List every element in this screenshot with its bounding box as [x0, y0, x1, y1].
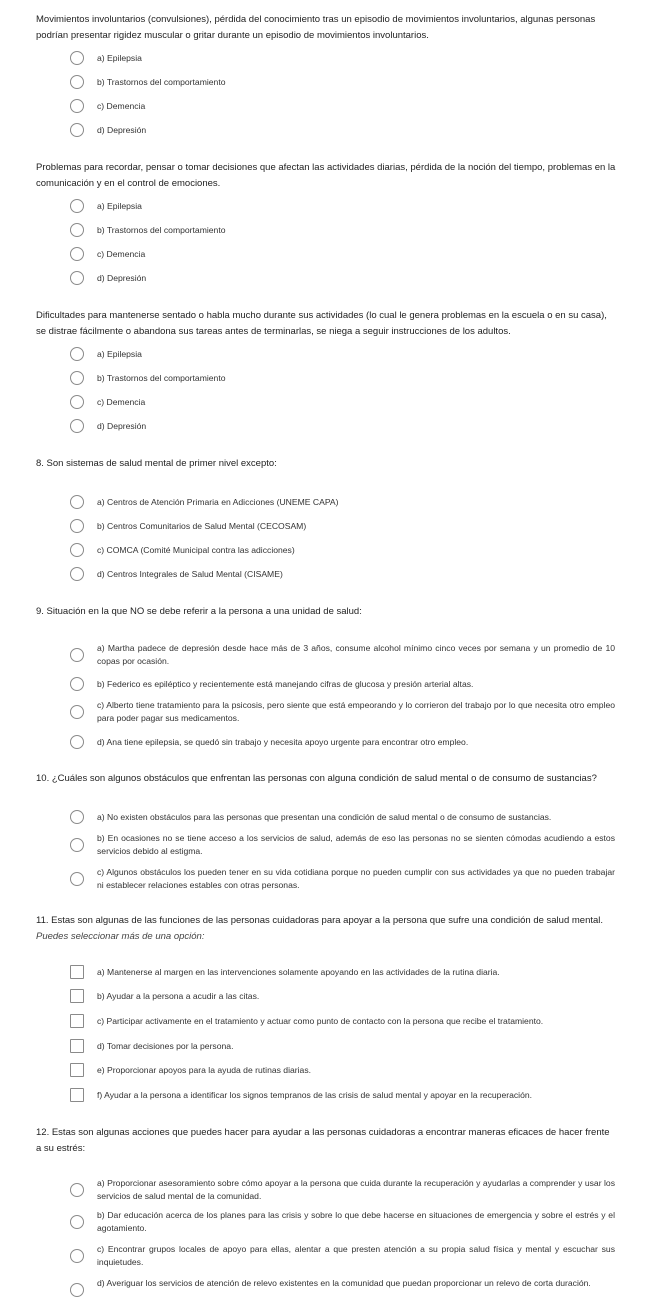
radio-button[interactable]	[70, 347, 84, 361]
question-text: Movimientos involuntarios (convulsiones), pérdida del conocimiento tras un episodio de movimientos involuntarios, algunas personas podrían presentar rigidez muscular o gritar durante un episodio de movimientos involuntarios.	[36, 14, 596, 41]
option-a[interactable]	[70, 965, 615, 979]
option-a[interactable]	[70, 1177, 615, 1203]
question-3	[36, 308, 616, 340]
radio-button[interactable]	[70, 648, 84, 662]
question-12	[36, 1125, 616, 1157]
option-b[interactable]	[70, 75, 615, 89]
radio-button[interactable]	[70, 735, 84, 749]
option-c[interactable]	[70, 395, 615, 409]
option-label: a) Proporcionar asesoramiento sobre cómo apoyar a la persona que cuida durante la recuperación y ayudarlas a comprender y usar los servicios de salud mental de la comunidad.	[97, 1178, 615, 1201]
option-c[interactable]	[70, 1014, 615, 1028]
option-c[interactable]	[70, 99, 615, 113]
question-8	[36, 456, 616, 472]
option-b[interactable]	[70, 989, 615, 1003]
option-label: b) Trastornos del comportamiento	[97, 76, 226, 87]
radio-button[interactable]	[70, 567, 84, 581]
question-9	[36, 604, 616, 620]
option-label: c) Demencia	[97, 100, 146, 111]
option-b[interactable]	[70, 371, 615, 385]
option-c[interactable]	[70, 247, 615, 261]
question-text: 10. ¿Cuáles son algunos obstáculos que enfrentan las personas con alguna condición de salud mental o de consumo de sustancias?	[36, 773, 597, 784]
option-label: c) Participar activamente en el tratamiento y actuar como punto de contacto con la persona que recibe el tratamiento.	[97, 1015, 544, 1026]
radio-button[interactable]	[70, 543, 84, 557]
radio-button[interactable]	[70, 1249, 84, 1263]
radio-button[interactable]	[70, 872, 84, 886]
question-10	[36, 771, 616, 787]
question-2	[36, 160, 616, 192]
checkbox[interactable]	[70, 1039, 84, 1053]
radio-button[interactable]	[70, 1283, 84, 1297]
radio-button[interactable]	[70, 395, 84, 409]
option-a[interactable]	[70, 51, 615, 65]
question-text: 11. Estas son algunas de las funciones de las personas cuidadoras para apoyar a la persona que sufre una condición de salud mental.	[36, 915, 604, 926]
option-label: a) Martha padece de depresión desde hace más de 3 años, consume alcohol mínimo cinco veces por semana y un promedio de 10 copas por ocasión.	[97, 643, 615, 666]
radio-button[interactable]	[70, 1215, 84, 1229]
option-label: b) En ocasiones no se tiene acceso a los servicios de salud, además de eso las personas no se sienten cómodas acudiendo a estos servicios debido al estigma.	[97, 833, 615, 856]
option-a[interactable]	[70, 495, 615, 509]
option-d[interactable]	[70, 271, 615, 285]
option-c[interactable]	[70, 1243, 615, 1269]
radio-button[interactable]	[70, 199, 84, 213]
radio-button[interactable]	[70, 223, 84, 237]
option-label: d) Averiguar los servicios de atención de relevo existentes en la comunidad que puedan proporcionar un relevo de corta duración.	[97, 1278, 591, 1288]
option-c[interactable]	[70, 866, 615, 892]
option-label: c) Algunos obstáculos los pueden tener en su vida cotidiana porque no pueden cumplir con sus actividades ya que no pueden trabajar ni establecer relaciones estables con otras personas.	[97, 867, 615, 890]
radio-button[interactable]	[70, 271, 84, 285]
radio-button[interactable]	[70, 123, 84, 137]
checkbox[interactable]	[70, 1088, 84, 1102]
option-label: a) Epilepsia	[97, 52, 142, 63]
option-label: b) Ayudar a la persona a acudir a las citas.	[97, 990, 260, 1001]
option-label: a) Mantenerse al margen en las intervenciones solamente apoyando en las actividades de la rutina diaria.	[97, 966, 500, 977]
option-a[interactable]	[70, 199, 615, 213]
option-c[interactable]	[70, 699, 615, 725]
option-label: c) Demencia	[97, 396, 146, 407]
option-a[interactable]	[70, 347, 615, 361]
option-d[interactable]	[70, 419, 615, 433]
option-label: b) Federico es epiléptico y recientemente está manejando cifras de glucosa y presión arterial altas.	[97, 678, 474, 689]
radio-button[interactable]	[70, 705, 84, 719]
option-b[interactable]	[70, 519, 615, 533]
question-text: 9. Situación en la que NO se debe referir a la persona a una unidad de salud:	[36, 606, 362, 617]
option-b[interactable]	[70, 677, 615, 691]
option-label: d) Depresión	[97, 420, 147, 431]
option-c[interactable]	[70, 543, 615, 557]
option-label: a) Centros de Atención Primaria en Adicciones (UNEME CAPA)	[97, 496, 339, 507]
radio-button[interactable]	[70, 519, 84, 533]
option-label: e) Proporcionar apoyos para la ayuda de rutinas diarias.	[97, 1064, 312, 1075]
question-text: Dificultades para mantenerse sentado o habla mucho durante sus actividades (lo cual le genera problemas en la escuela o en su casa), se distrae fácilmente o abandona sus tareas antes de terminarlas, se niega a seguir instrucciones de los adultos.	[36, 310, 607, 337]
radio-button[interactable]	[70, 495, 84, 509]
option-label: d) Tomar decisiones por la persona.	[97, 1040, 234, 1051]
question-11	[36, 913, 616, 945]
radio-button[interactable]	[70, 677, 84, 691]
option-label: a) Epilepsia	[97, 348, 142, 359]
option-a[interactable]	[70, 810, 615, 824]
question-text: Problemas para recordar, pensar o tomar decisiones que afectan las actividades diarias, pérdida de la noción del tiempo, problemas en la comunicación y en el control de emociones.	[36, 162, 616, 189]
question-text: 12. Estas son algunas acciones que puedes hacer para ayudar a las personas cuidadoras a encontrar maneras eficaces de hacer frente a su estrés:	[36, 1127, 610, 1154]
option-label: c) Alberto tiene tratamiento para la psicosis, pero siente que está empeorando y lo corrieron del trabajo por lo que necesita otro empleo para poder pagar sus medicamentos.	[97, 700, 615, 723]
option-label: a) No existen obstáculos para las personas que presentan una condición de salud mental o de consumo de sustancias.	[97, 811, 552, 822]
radio-button[interactable]	[70, 419, 84, 433]
option-e[interactable]	[70, 1063, 615, 1077]
option-a[interactable]	[70, 642, 615, 668]
option-d[interactable]	[70, 735, 615, 749]
radio-button[interactable]	[70, 810, 84, 824]
checkbox[interactable]	[70, 1014, 84, 1028]
option-label: d) Depresión	[97, 272, 147, 283]
radio-button[interactable]	[70, 247, 84, 261]
radio-button[interactable]	[70, 51, 84, 65]
radio-button[interactable]	[70, 99, 84, 113]
option-label: a) Epilepsia	[97, 200, 142, 211]
checkbox[interactable]	[70, 989, 84, 1003]
option-label: f) Ayudar a la persona a identificar los signos tempranos de las crisis de salud mental y apoyar en la recuperación.	[97, 1089, 533, 1100]
option-label: b) Dar educación acerca de los planes para las crisis y sobre lo que debe hacerse en situaciones de emergencia y sobre el estrés y el agotamiento.	[97, 1210, 615, 1233]
option-label: c) Demencia	[97, 248, 146, 259]
option-d[interactable]	[70, 123, 615, 137]
option-label: c) COMCA (Comité Municipal contra las adicciones)	[97, 544, 295, 555]
option-label: b) Trastornos del comportamiento	[97, 224, 226, 235]
option-b[interactable]	[70, 832, 615, 858]
option-label: b) Centros Comunitarios de Salud Mental (CECOSAM)	[97, 520, 307, 531]
option-d[interactable]	[70, 567, 615, 581]
question-1	[36, 12, 616, 44]
radio-button[interactable]	[70, 838, 84, 852]
radio-button[interactable]	[70, 75, 84, 89]
question-hint: Puedes seleccionar más de una opción:	[36, 931, 205, 942]
checkbox[interactable]	[70, 965, 84, 979]
option-d[interactable]	[70, 1039, 615, 1053]
option-label: c) Encontrar grupos locales de apoyo para ellas, alentar a que presten atención a su propia salud física y mental y escuchar sus inquietudes.	[97, 1244, 615, 1267]
option-label: b) Trastornos del comportamiento	[97, 372, 226, 383]
option-label: d) Centros Integrales de Salud Mental (CISAME)	[97, 568, 283, 579]
option-label: d) Depresión	[97, 124, 147, 135]
radio-button[interactable]	[70, 371, 84, 385]
option-b[interactable]	[70, 1209, 615, 1235]
checkbox[interactable]	[70, 1063, 84, 1077]
radio-button[interactable]	[70, 1183, 84, 1197]
option-d[interactable]	[70, 1277, 615, 1297]
option-f[interactable]	[70, 1088, 615, 1102]
question-text: 8. Son sistemas de salud mental de primer nivel excepto:	[36, 458, 277, 469]
option-b[interactable]	[70, 223, 615, 237]
option-label: d) Ana tiene epilepsia, se quedó sin trabajo y necesita apoyo urgente para encontrar otro empleo.	[97, 736, 469, 747]
